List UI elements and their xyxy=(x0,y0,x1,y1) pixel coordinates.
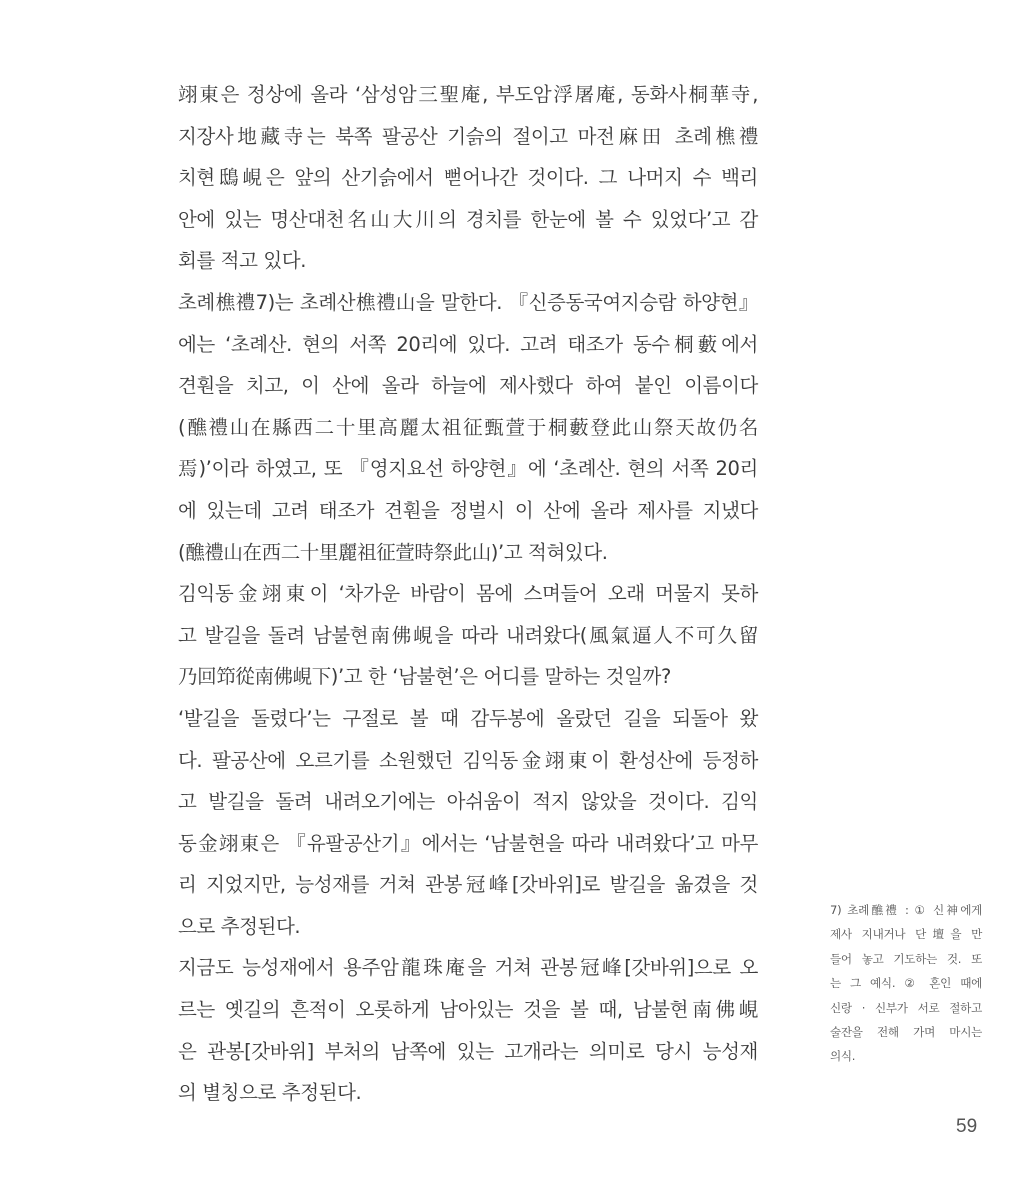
text-line: 초례樵禮7)는 초례산樵禮山을 말한다. 『신증동국여지승람 하양현』 xyxy=(178,290,758,314)
text-line: 견훤을 치고, 이 산에 올라 하늘에 제사했다 하여 붙인 이름이다 xyxy=(178,374,758,398)
text-line: 회를 적고 있다. xyxy=(178,249,307,273)
footnote-line: 7) 초례醮禮 : ① 신神에게 xyxy=(830,903,982,917)
paragraph-4 xyxy=(178,698,758,948)
footnote-line: 의식. xyxy=(830,1049,856,1064)
text-line: 지장사地藏寺는 북쪽 팔공산 기슭의 절이고 마전麻田 초례樵禮 xyxy=(178,124,758,148)
text-line: 은 관봉[갓바위] 부처의 남쪽에 있는 고개라는 의미로 당시 능성재 xyxy=(178,1039,758,1063)
text-line: 리 지었지만, 능성재를 거쳐 관봉冠峰[갓바위]로 발길을 옮겼을 것 xyxy=(178,873,758,897)
text-line: 르는 옛길의 흔적이 오롯하게 남아있는 것을 볼 때, 남불현南佛峴 xyxy=(178,998,758,1022)
text-line: (醮禮山在西二十里麗祖征萱時祭此山)’고 적혀있다. xyxy=(178,540,608,564)
footnote-line: 술잔을 전해 가며 마시는 xyxy=(830,1025,982,1040)
paragraph-5 xyxy=(178,947,758,1113)
text-line: 다. 팔공산에 오르기를 소원했던 김익동金翊東이 환성산에 등정하 xyxy=(178,748,758,772)
text-line: ‘발길을 돌렸다’는 구절로 볼 때 감두봉에 올랐던 길을 되돌아 왔 xyxy=(178,706,758,730)
text-line: 으로 추정된다. xyxy=(178,914,301,938)
text-line: 안에 있는 명산대천名山大川의 경치를 한눈에 볼 수 있었다’고 감 xyxy=(178,207,758,231)
paragraph-3 xyxy=(178,573,758,698)
footnote-line: 는 그 예식. ② 혼인 때에 xyxy=(830,976,982,991)
footnote-line: 신랑 · 신부가 서로 절하고 xyxy=(830,1000,982,1015)
text-line: 지금도 능성재에서 용주암龍珠庵을 거쳐 관봉冠峰[갓바위]으로 오 xyxy=(178,956,758,980)
text-line: 고 발길을 돌려 남불현南佛峴을 따라 내려왔다(風氣逼人不可久留 xyxy=(178,623,758,647)
text-line: (醮禮山在縣西二十里高麗太祖征甄萱于桐藪登此山祭天故仍名 xyxy=(178,415,758,439)
footnote-line: 제사 지내거나 단壇을 만 xyxy=(830,927,982,942)
paragraph-2 xyxy=(178,282,758,573)
text-line: 고 발길을 돌려 내려오기에는 아쉬움이 적지 않았을 것이다. 김익 xyxy=(178,790,758,814)
text-line: 치현鴟峴은 앞의 산기슭에서 뻗어나간 것이다. 그 나머지 수 백리 xyxy=(178,166,758,190)
page-number: 59 xyxy=(956,1116,978,1137)
paragraph-1 xyxy=(178,74,758,282)
text-line: 김익동金翊東이 ‘차가운 바람이 몸에 스며들어 오래 머물지 못하 xyxy=(178,582,758,606)
text-line: 翊東은 정상에 올라 ‘삼성암三聖庵, 부도암浮屠庵, 동화사桐華寺, xyxy=(178,83,758,106)
text-line: 의 별칭으로 추정된다. xyxy=(178,1081,362,1105)
text-line: 에는 ‘초례산. 현의 서쪽 20리에 있다. 고려 태조가 동수桐藪에서 xyxy=(178,332,758,356)
footnote-line: 들어 놓고 기도하는 것. 또 xyxy=(830,951,982,966)
body-text xyxy=(178,74,758,1114)
text-line: 동金翊東은 『유팔공산기』에서는 ‘남불현을 따라 내려왔다’고 마무 xyxy=(178,831,758,855)
text-line: 에 있는데 고려 태조가 견훤을 정벌시 이 산에 올라 제사를 지냈다 xyxy=(178,498,758,522)
footnote xyxy=(830,898,982,1069)
text-line: 焉)’이라 하였고, 또 『영지요선 하양현』에 ‘초례산. 현의 서쪽 20리 xyxy=(178,457,758,481)
text-line: 乃回笻從南佛峴下)’고 한 ‘남불현’은 어디를 말하는 것일까? xyxy=(178,665,671,689)
